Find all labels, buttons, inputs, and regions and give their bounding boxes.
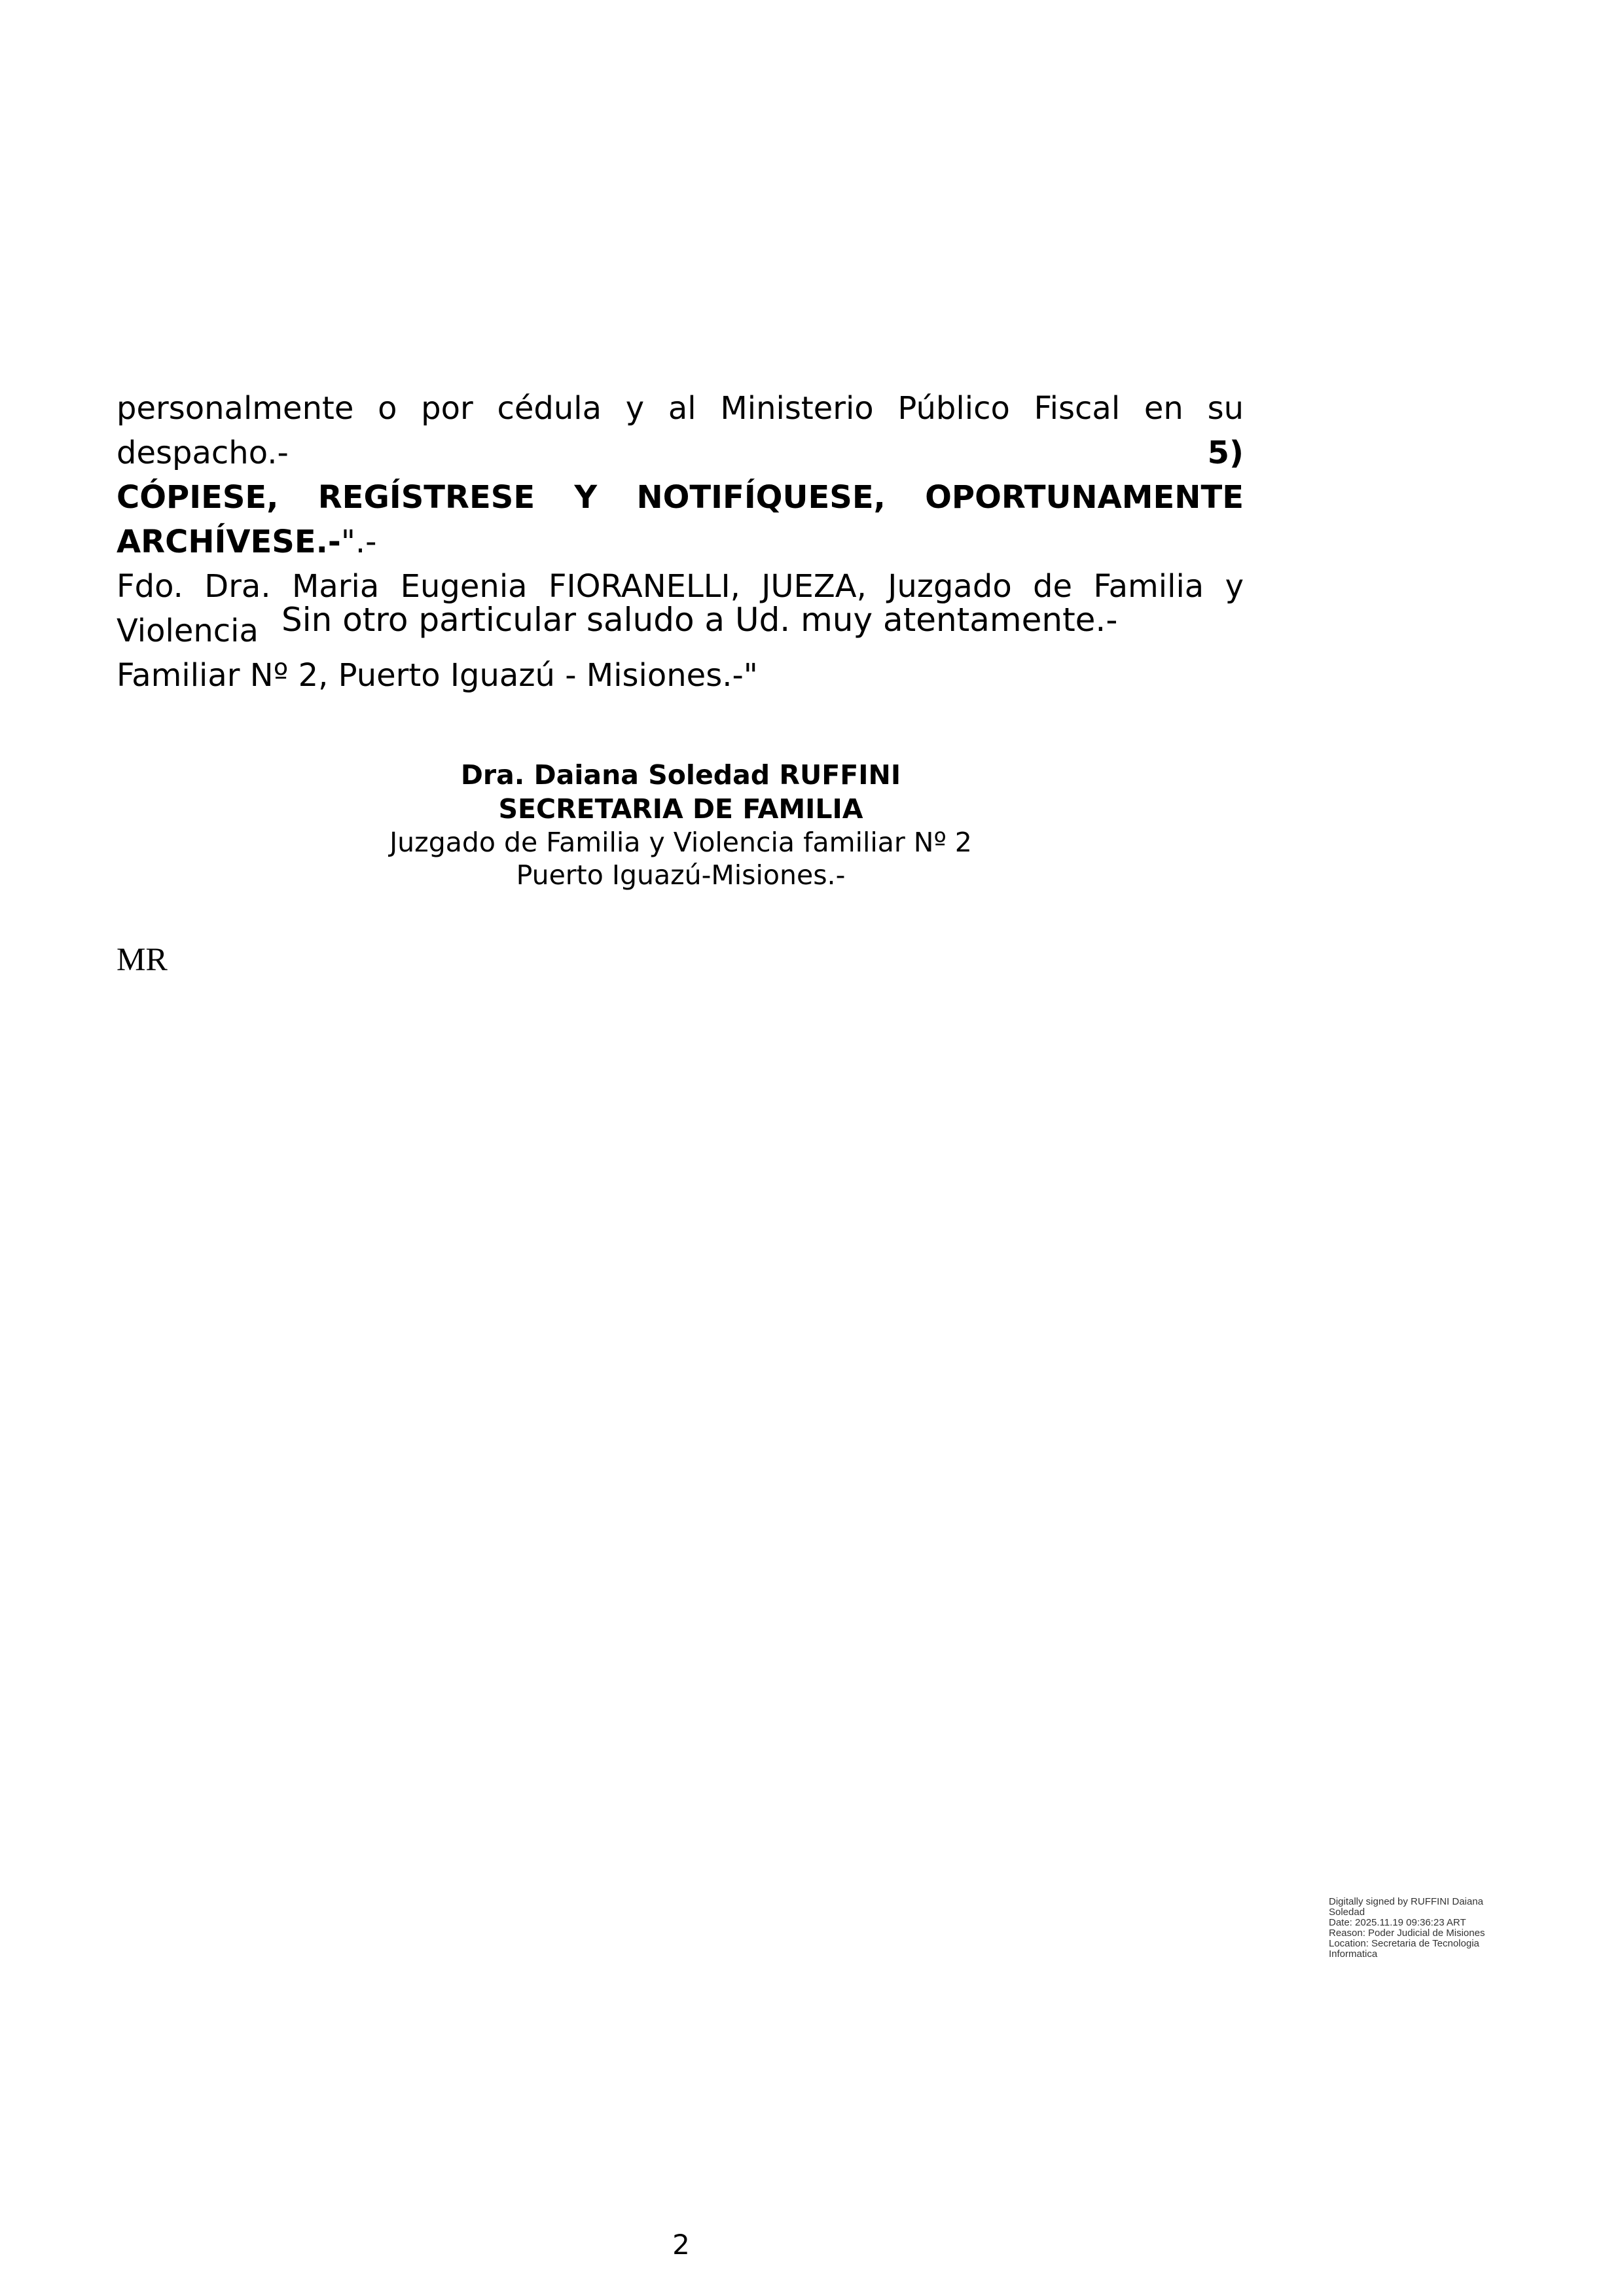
signer-place: Puerto Iguazú-Misiones.- <box>516 859 846 891</box>
paragraph-line-1 <box>117 386 1244 475</box>
dsig-reason: Reason: Poder Judicial de Misiones <box>1329 1928 1485 1939</box>
closing-salutation: Sin otro particular saludo a Ud. muy atentamente.- <box>281 601 1118 639</box>
signer-role: SECRETARIA DE FAMILIA <box>498 793 863 825</box>
dsig-location: Location: Secretaria de Tecnologia <box>1329 1938 1479 1949</box>
paragraph-line-1-text: personalmente o por cédula y al Ministerio Público Fiscal en su despacho.- <box>117 390 1244 471</box>
item-number: 5) <box>1207 435 1244 471</box>
resolution-paragraph <box>117 386 1244 698</box>
digital-signature-stamp <box>1329 1897 1525 1960</box>
dsig-signed-by-cont: Soledad <box>1329 1907 1365 1918</box>
signer-name: Dra. Daiana Soledad RUFFINI <box>460 759 901 791</box>
dsig-signed-by: Digitally signed by RUFFINI Daiana <box>1329 1896 1483 1907</box>
dsig-date: Date: 2025.11.19 09:36:23 ART <box>1329 1917 1466 1928</box>
signature-block <box>353 758 1008 891</box>
typist-initials: MR <box>117 941 168 977</box>
paragraph-line-3: Fdo. Dra. Maria Eugenia FIORANELLI, JUEZA, Juzgado de Familia y Violencia <box>117 568 1244 649</box>
paragraph-line-2 <box>117 475 1244 564</box>
page-number: 2 <box>672 2229 690 2261</box>
signer-court: Juzgado de Familia y Violencia familiar Nº 2 <box>389 827 972 858</box>
paragraph-line-4: Familiar Nº 2, Puerto Iguazú - Misiones.-" <box>117 657 758 694</box>
order-text: CÓPIESE, REGÍSTRESE Y NOTIFÍQUESE, OPORTUNAMENTE ARCHÍVESE.- <box>117 479 1244 560</box>
dsig-location-cont: Informatica <box>1329 1948 1378 1960</box>
quote-close: ".- <box>340 524 377 560</box>
